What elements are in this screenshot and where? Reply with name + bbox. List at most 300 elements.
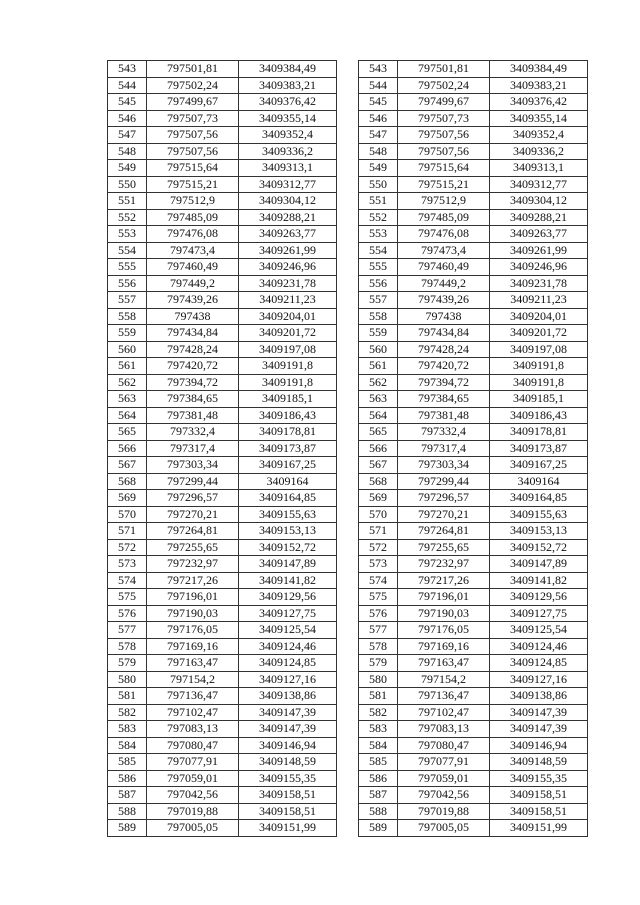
table-row [108,539,337,556]
x-coordinate-cell: 797077,91 [147,754,239,771]
point-number-cell: 574 [108,572,147,589]
table-row [108,721,337,738]
table-row [359,292,588,309]
x-coordinate-cell: 797507,73 [147,110,239,127]
table-row [108,523,337,540]
y-coordinate-cell: 3409146,94 [490,737,588,754]
table-row [359,605,588,622]
table-row [359,341,588,358]
point-number-cell: 548 [108,143,147,160]
point-number-cell: 578 [108,638,147,655]
point-number-cell: 573 [108,556,147,573]
x-coordinate-cell: 797332,4 [147,424,239,441]
table-row [359,490,588,507]
y-coordinate-cell: 3409173,87 [239,440,337,457]
table-row [359,193,588,210]
point-number-cell: 578 [359,638,398,655]
point-number-cell: 567 [108,457,147,474]
y-coordinate-cell: 3409201,72 [490,325,588,342]
x-coordinate-cell: 797270,21 [147,506,239,523]
x-coordinate-cell: 797190,03 [398,605,490,622]
point-number-cell: 549 [108,160,147,177]
x-coordinate-cell: 797460,49 [147,259,239,276]
table-row [108,572,337,589]
x-coordinate-cell: 797042,56 [147,787,239,804]
y-coordinate-cell: 3409231,78 [239,275,337,292]
x-coordinate-cell: 797460,49 [398,259,490,276]
y-coordinate-cell: 3409153,13 [239,523,337,540]
table-row [359,589,588,606]
point-number-cell: 544 [108,77,147,94]
y-coordinate-cell: 3409147,89 [490,556,588,573]
x-coordinate-cell: 797102,47 [147,704,239,721]
y-coordinate-cell: 3409151,99 [490,820,588,837]
point-number-cell: 556 [359,275,398,292]
point-number-cell: 565 [108,424,147,441]
point-number-cell: 580 [108,671,147,688]
point-number-cell: 564 [108,407,147,424]
point-number-cell: 545 [359,94,398,111]
table-row [108,737,337,754]
y-coordinate-cell: 3409155,35 [239,770,337,787]
table-row [359,94,588,111]
point-number-cell: 562 [359,374,398,391]
x-coordinate-cell: 797438 [398,308,490,325]
table-row [359,176,588,193]
x-coordinate-cell: 797515,64 [398,160,490,177]
x-coordinate-cell: 797005,05 [398,820,490,837]
y-coordinate-cell: 3409124,46 [239,638,337,655]
table-row [359,424,588,441]
x-coordinate-cell: 797499,67 [147,94,239,111]
point-number-cell: 551 [108,193,147,210]
table-row [108,473,337,490]
point-number-cell: 577 [108,622,147,639]
table-row [108,358,337,375]
x-coordinate-cell: 797515,64 [147,160,239,177]
y-coordinate-cell: 3409186,43 [239,407,337,424]
x-coordinate-cell: 797507,56 [398,127,490,144]
point-number-cell: 572 [108,539,147,556]
y-coordinate-cell: 3409129,56 [239,589,337,606]
y-coordinate-cell: 3409352,4 [490,127,588,144]
y-coordinate-cell: 3409204,01 [490,308,588,325]
table-row [108,787,337,804]
x-coordinate-cell: 797420,72 [398,358,490,375]
point-number-cell: 575 [359,589,398,606]
table-row [359,523,588,540]
y-coordinate-cell: 3409261,99 [490,242,588,259]
y-coordinate-cell: 3409186,43 [490,407,588,424]
table-row [359,622,588,639]
y-coordinate-cell: 3409148,59 [239,754,337,771]
x-coordinate-cell: 797381,48 [147,407,239,424]
x-coordinate-cell: 797507,56 [398,143,490,160]
x-coordinate-cell: 797217,26 [398,572,490,589]
point-number-cell: 557 [359,292,398,309]
point-number-cell: 587 [359,787,398,804]
point-number-cell: 563 [108,391,147,408]
table-row [108,374,337,391]
y-coordinate-cell: 3409261,99 [239,242,337,259]
y-coordinate-cell: 3409164 [239,473,337,490]
coordinates-table-right [358,60,588,837]
table-row [359,226,588,243]
table-row [108,94,337,111]
x-coordinate-cell: 797217,26 [147,572,239,589]
point-number-cell: 582 [108,704,147,721]
y-coordinate-cell: 3409231,78 [490,275,588,292]
point-number-cell: 574 [359,572,398,589]
y-coordinate-cell: 3409384,49 [239,61,337,78]
x-coordinate-cell: 797317,4 [147,440,239,457]
x-coordinate-cell: 797502,24 [398,77,490,94]
coordinates-table-left [107,60,337,837]
table-row [108,193,337,210]
point-number-cell: 585 [359,754,398,771]
point-number-cell: 548 [359,143,398,160]
point-number-cell: 554 [359,242,398,259]
point-number-cell: 569 [108,490,147,507]
table-row [108,209,337,226]
table-row [108,556,337,573]
y-coordinate-cell: 3409383,21 [490,77,588,94]
y-coordinate-cell: 3409153,13 [490,523,588,540]
y-coordinate-cell: 3409191,8 [239,358,337,375]
y-coordinate-cell: 3409288,21 [239,209,337,226]
y-coordinate-cell: 3409211,23 [490,292,588,309]
x-coordinate-cell: 797196,01 [398,589,490,606]
y-coordinate-cell: 3409263,77 [490,226,588,243]
x-coordinate-cell: 797296,57 [398,490,490,507]
x-coordinate-cell: 797303,34 [398,457,490,474]
y-coordinate-cell: 3409178,81 [490,424,588,441]
x-coordinate-cell: 797485,09 [147,209,239,226]
x-coordinate-cell: 797501,81 [398,61,490,78]
y-coordinate-cell: 3409191,8 [490,358,588,375]
y-coordinate-cell: 3409127,75 [239,605,337,622]
table-row [108,589,337,606]
y-coordinate-cell: 3409384,49 [490,61,588,78]
y-coordinate-cell: 3409138,86 [490,688,588,705]
point-number-cell: 558 [359,308,398,325]
table-row [359,209,588,226]
x-coordinate-cell: 797499,67 [398,94,490,111]
point-number-cell: 546 [359,110,398,127]
y-coordinate-cell: 3409304,12 [490,193,588,210]
x-coordinate-cell: 797384,65 [398,391,490,408]
table-row [108,176,337,193]
y-coordinate-cell: 3409246,96 [490,259,588,276]
table-row [108,506,337,523]
x-coordinate-cell: 797176,05 [147,622,239,639]
y-coordinate-cell: 3409376,42 [239,94,337,111]
y-coordinate-cell: 3409158,51 [490,803,588,820]
x-coordinate-cell: 797296,57 [147,490,239,507]
table-row [359,143,588,160]
point-number-cell: 570 [108,506,147,523]
table-row [359,358,588,375]
point-number-cell: 561 [359,358,398,375]
table-row [108,457,337,474]
y-coordinate-cell: 3409124,85 [239,655,337,672]
point-number-cell: 567 [359,457,398,474]
point-number-cell: 583 [359,721,398,738]
x-coordinate-cell: 797042,56 [398,787,490,804]
table-row [108,308,337,325]
y-coordinate-cell: 3409138,86 [239,688,337,705]
y-coordinate-cell: 3409151,99 [239,820,337,837]
table-row [359,77,588,94]
y-coordinate-cell: 3409147,39 [239,704,337,721]
x-coordinate-cell: 797317,4 [398,440,490,457]
x-coordinate-cell: 797059,01 [147,770,239,787]
point-number-cell: 570 [359,506,398,523]
y-coordinate-cell: 3409164,85 [239,490,337,507]
point-number-cell: 584 [108,737,147,754]
y-coordinate-cell: 3409336,2 [239,143,337,160]
table-row [108,226,337,243]
y-coordinate-cell: 3409129,56 [490,589,588,606]
y-coordinate-cell: 3409201,72 [239,325,337,342]
x-coordinate-cell: 797507,73 [398,110,490,127]
table-row [359,506,588,523]
table-row [359,61,588,78]
point-number-cell: 551 [359,193,398,210]
point-number-cell: 566 [108,440,147,457]
x-coordinate-cell: 797005,05 [147,820,239,837]
point-number-cell: 587 [108,787,147,804]
table-row [108,325,337,342]
point-number-cell: 589 [359,820,398,837]
point-number-cell: 584 [359,737,398,754]
x-coordinate-cell: 797270,21 [398,506,490,523]
x-coordinate-cell: 797507,56 [147,143,239,160]
y-coordinate-cell: 3409155,63 [239,506,337,523]
x-coordinate-cell: 797507,56 [147,127,239,144]
x-coordinate-cell: 797255,65 [398,539,490,556]
point-number-cell: 575 [108,589,147,606]
point-number-cell: 561 [108,358,147,375]
x-coordinate-cell: 797476,08 [147,226,239,243]
table-row [108,127,337,144]
coordinates-table-left-body [108,61,337,837]
y-coordinate-cell: 3409246,96 [239,259,337,276]
x-coordinate-cell: 797154,2 [398,671,490,688]
table-row [359,704,588,721]
table-row [108,407,337,424]
x-coordinate-cell: 797512,9 [398,193,490,210]
table-row [359,160,588,177]
point-number-cell: 586 [359,770,398,787]
y-coordinate-cell: 3409304,12 [239,193,337,210]
table-row [108,424,337,441]
x-coordinate-cell: 797163,47 [147,655,239,672]
table-row [108,391,337,408]
point-number-cell: 577 [359,622,398,639]
x-coordinate-cell: 797232,97 [398,556,490,573]
table-row [359,473,588,490]
y-coordinate-cell: 3409352,4 [239,127,337,144]
y-coordinate-cell: 3409147,39 [490,704,588,721]
table-row [359,110,588,127]
point-number-cell: 549 [359,160,398,177]
table-row [108,341,337,358]
point-number-cell: 564 [359,407,398,424]
table-row [108,803,337,820]
x-coordinate-cell: 797473,4 [147,242,239,259]
coordinates-table-right-body [359,61,588,837]
point-number-cell: 545 [108,94,147,111]
table-row [108,605,337,622]
table-row [359,688,588,705]
y-coordinate-cell: 3409312,77 [239,176,337,193]
x-coordinate-cell: 797476,08 [398,226,490,243]
x-coordinate-cell: 797102,47 [398,704,490,721]
table-row [359,803,588,820]
table-row [359,556,588,573]
y-coordinate-cell: 3409158,51 [239,803,337,820]
y-coordinate-cell: 3409191,8 [490,374,588,391]
y-coordinate-cell: 3409141,82 [490,572,588,589]
table-row [359,275,588,292]
x-coordinate-cell: 797485,09 [398,209,490,226]
table-row [359,308,588,325]
point-number-cell: 582 [359,704,398,721]
x-coordinate-cell: 797332,4 [398,424,490,441]
y-coordinate-cell: 3409127,75 [490,605,588,622]
point-number-cell: 560 [108,341,147,358]
y-coordinate-cell: 3409197,08 [239,341,337,358]
y-coordinate-cell: 3409127,16 [490,671,588,688]
point-number-cell: 552 [359,209,398,226]
table-row [359,374,588,391]
y-coordinate-cell: 3409178,81 [239,424,337,441]
x-coordinate-cell: 797190,03 [147,605,239,622]
table-row [108,292,337,309]
point-number-cell: 557 [108,292,147,309]
table-row [359,242,588,259]
point-number-cell: 543 [108,61,147,78]
point-number-cell: 579 [359,655,398,672]
x-coordinate-cell: 797473,4 [398,242,490,259]
point-number-cell: 568 [359,473,398,490]
x-coordinate-cell: 797083,13 [398,721,490,738]
x-coordinate-cell: 797434,84 [147,325,239,342]
y-coordinate-cell: 3409147,39 [490,721,588,738]
y-coordinate-cell: 3409383,21 [239,77,337,94]
table-row [108,242,337,259]
x-coordinate-cell: 797384,65 [147,391,239,408]
y-coordinate-cell: 3409185,1 [239,391,337,408]
x-coordinate-cell: 797136,47 [147,688,239,705]
point-number-cell: 559 [359,325,398,342]
x-coordinate-cell: 797083,13 [147,721,239,738]
y-coordinate-cell: 3409191,8 [239,374,337,391]
x-coordinate-cell: 797080,47 [147,737,239,754]
point-number-cell: 554 [108,242,147,259]
point-number-cell: 589 [108,820,147,837]
y-coordinate-cell: 3409167,25 [490,457,588,474]
table-row [359,127,588,144]
x-coordinate-cell: 797019,88 [147,803,239,820]
x-coordinate-cell: 797449,2 [147,275,239,292]
table-row [108,820,337,837]
point-number-cell: 553 [359,226,398,243]
point-number-cell: 583 [108,721,147,738]
point-number-cell: 552 [108,209,147,226]
point-number-cell: 555 [359,259,398,276]
table-row [108,275,337,292]
table-row [359,457,588,474]
table-row [108,440,337,457]
y-coordinate-cell: 3409313,1 [239,160,337,177]
y-coordinate-cell: 3409185,1 [490,391,588,408]
x-coordinate-cell: 797303,34 [147,457,239,474]
y-coordinate-cell: 3409288,21 [490,209,588,226]
y-coordinate-cell: 3409355,14 [490,110,588,127]
point-number-cell: 569 [359,490,398,507]
point-number-cell: 550 [108,176,147,193]
x-coordinate-cell: 797515,21 [147,176,239,193]
x-coordinate-cell: 797169,16 [147,638,239,655]
x-coordinate-cell: 797154,2 [147,671,239,688]
point-number-cell: 579 [108,655,147,672]
point-number-cell: 547 [108,127,147,144]
x-coordinate-cell: 797439,26 [147,292,239,309]
y-coordinate-cell: 3409155,35 [490,770,588,787]
y-coordinate-cell: 3409173,87 [490,440,588,457]
point-number-cell: 585 [108,754,147,771]
point-number-cell: 580 [359,671,398,688]
y-coordinate-cell: 3409125,54 [490,622,588,639]
y-coordinate-cell: 3409211,23 [239,292,337,309]
x-coordinate-cell: 797502,24 [147,77,239,94]
x-coordinate-cell: 797176,05 [398,622,490,639]
table-row [108,490,337,507]
point-number-cell: 544 [359,77,398,94]
x-coordinate-cell: 797255,65 [147,539,239,556]
table-row [108,704,337,721]
point-number-cell: 588 [359,803,398,820]
point-number-cell: 556 [108,275,147,292]
x-coordinate-cell: 797439,26 [398,292,490,309]
y-coordinate-cell: 3409148,59 [490,754,588,771]
table-row [359,325,588,342]
point-number-cell: 573 [359,556,398,573]
table-row [359,754,588,771]
table-row [359,391,588,408]
x-coordinate-cell: 797428,24 [398,341,490,358]
table-row [108,754,337,771]
table-row [359,820,588,837]
table-row [108,622,337,639]
x-coordinate-cell: 797299,44 [147,473,239,490]
x-coordinate-cell: 797019,88 [398,803,490,820]
x-coordinate-cell: 797501,81 [147,61,239,78]
y-coordinate-cell: 3409312,77 [490,176,588,193]
table-row [108,638,337,655]
point-number-cell: 543 [359,61,398,78]
point-number-cell: 571 [108,523,147,540]
y-coordinate-cell: 3409164,85 [490,490,588,507]
y-coordinate-cell: 3409127,16 [239,671,337,688]
table-row [359,770,588,787]
table-row [359,539,588,556]
table-row [108,259,337,276]
y-coordinate-cell: 3409158,51 [490,787,588,804]
table-row [359,259,588,276]
